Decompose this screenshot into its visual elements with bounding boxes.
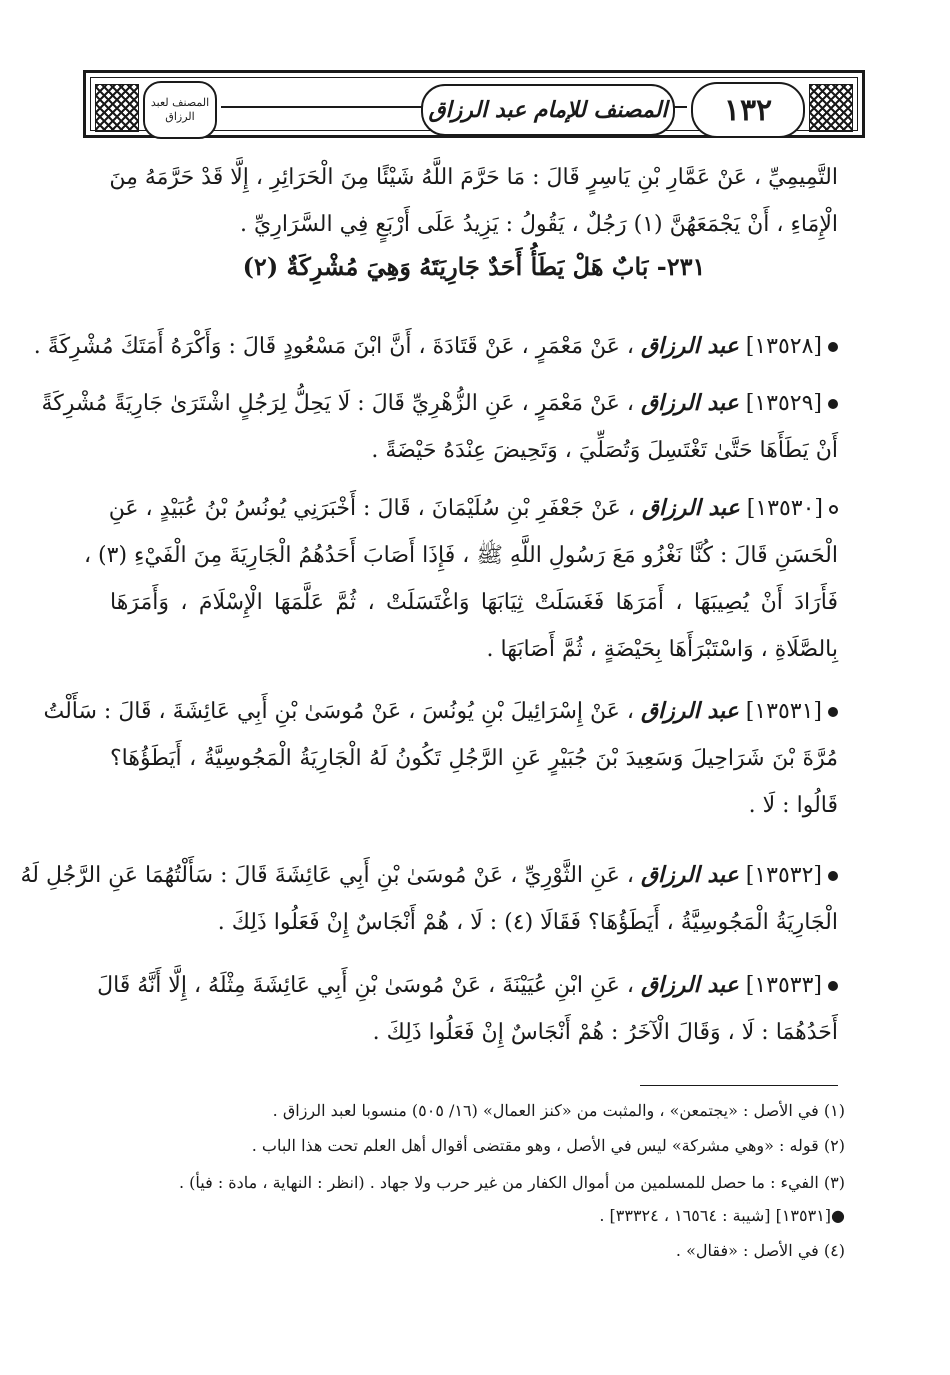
hadith-entry: [20, 852, 838, 946]
page-number: ١٣٢: [691, 82, 805, 138]
header-frame: [90, 77, 858, 131]
entry-line: [110, 485, 838, 532]
entry-line: قَالُوا : لَا .: [748, 793, 838, 818]
intro-line: التَّمِيمِيِّ ، عَنْ عَمَّارِ بْنِ يَاسِرٍ قَالَ : مَا حَرَّمَ اللَّهُ شَيْئًا مِنَ الْحَرَائِرِ ، إِلَّا قَدْ حَرَّمَهُ مِنَ: [109, 165, 838, 190]
book-emblem: المصنف لعبد الرزاق: [143, 81, 217, 139]
ornament-right-icon: [809, 84, 853, 132]
entry-number: [١٣٥٢٨]: [745, 334, 822, 359]
footnote: (٢) قوله : «وهي مشركة» ليس في الأصل ، وهو مقتضى أقوال أهل العلم تحت هذا الباب .: [251, 1136, 845, 1155]
entry-bullet-icon: [828, 342, 838, 352]
footnote: (١) في الأصل : «يجتمعن» ، والمثبت من «كنز العمال» (١٦/ ٥٠٥) منسوبا لعبد الرزاق .: [272, 1101, 845, 1120]
entry-author: عبد الرزاق: [640, 333, 739, 359]
entry-hollow-marker-icon: [829, 505, 838, 514]
hadith-entry: [97, 962, 838, 1056]
entry-line: بِالصَّلَاةِ ، وَاسْتَبْرَأَهَا بِحَيْضَةٍ ، ثُمَّ أَصَابَهَا .: [486, 637, 838, 662]
book-title: المصنف للإمام عبد الرزاق: [421, 84, 675, 136]
entry-text: ، عَنْ إِسْرَائِيلَ بْنِ يُونُسَ ، عَنْ مُوسَىٰ بْنِ أَبِي عَائِشَةَ ، قَالَ : سَأَلْتُ: [43, 699, 634, 724]
entry-bullet-icon: [828, 707, 838, 717]
footnote: ●[١٣٥٣١] [شيبة : ١٦٥٦٤ ، ٣٣٣٢٤] .: [599, 1206, 845, 1225]
entry-bullet-icon: [828, 399, 838, 409]
hadith-entry: [41, 380, 838, 474]
entry-author: عبد الرزاق: [640, 698, 739, 724]
entry-number: [١٣٥٣١]: [745, 699, 822, 724]
entry-line: [33, 323, 838, 370]
hadith-entry: [83, 485, 838, 673]
entry-author: عبد الرزاق: [641, 495, 740, 521]
footnote: (٤) في الأصل : «فقال» .: [675, 1241, 845, 1260]
entry-text: ، عَنِ ابْنِ عُيَيْنَةَ ، عَنْ مُوسَىٰ بْنِ أَبِي عَائِشَةَ مِثْلَهُ ، إِلَّا أَنَّهُ قَالَ: [97, 973, 634, 998]
entry-line: [20, 852, 838, 899]
entry-bullet-icon: [828, 871, 838, 881]
page-header: [83, 70, 865, 138]
entry-line: مُرَّةَ بْنَ شَرَاحِيلَ وَسَعِيدَ بْنَ جُبَيْرٍ عَنِ الرَّجُلِ تَكُونُ لَهُ الْجَارِيَةُ الْمَجُوسِيَّةُ ، أَيَطَؤُهَا؟: [110, 746, 838, 771]
entry-author: عبد الرزاق: [640, 862, 739, 888]
hadith-entry: [43, 688, 838, 829]
entry-line: فَأَرَادَ أَنْ يُصِيبَهَا ، أَمَرَهَا فَغَسَلَتْ ثِيَابَهَا وَاغْتَسَلَتْ ، ثُمَّ عَلَّمَهَا الْإِسْلَامَ ، وَأَمَرَهَا: [110, 590, 838, 615]
entry-line: الْحَسَنِ قَالَ : كُنَّا نَغْزُو مَعَ رَسُولِ اللَّهِ ﷺ ، فَإِذَا أَصَابَ أَحَدُهُمُ الْجَارِيَةَ مِنَ الْفَيْءِ (٣) ،: [83, 543, 838, 568]
intro-line: الْإِمَاءِ ، أَنْ يَجْمَعَهُنَّ (١) رَجُلٌ ، يَقُولُ : يَزِيدُ عَلَى أَرْبَعٍ فِي السَّرَارِيِّ .: [240, 212, 838, 237]
entry-line: الْجَارِيَةُ الْمَجُوسِيَّةُ ، أَيَطَؤُهَا؟ فَقَالَا (٤) : لَا ، هُمْ أَنْجَاسٌ إِنْ فَعَلُوا ذَلِكَ .: [217, 910, 838, 935]
entry-text: ، عَنْ جَعْفَرِ بْنِ سُلَيْمَانَ ، قَالَ : أَخْبَرَنِي يُونُسُ بْنُ عُبَيْدٍ ، عَنِ: [108, 496, 635, 521]
entry-line: [41, 380, 838, 427]
entry-text: ، عَنِ الثَّوْرِيِّ ، عَنْ مُوسَىٰ بْنِ أَبِي عَائِشَةَ قَالَ : سَأَلْتُهُمَا عَنِ الرَّجُلِ لَهُ: [20, 863, 634, 888]
entry-bullet-icon: [828, 981, 838, 991]
entry-author: عبد الرزاق: [640, 390, 739, 416]
entry-number: [١٣٥٣٠]: [746, 496, 823, 521]
entry-line: [97, 962, 838, 1009]
footnote-separator: [640, 1085, 838, 1086]
entry-text: ، عَنْ مَعْمَرٍ ، عَنْ قَتَادَةَ ، أَنَّ ابْنَ مَسْعُودٍ قَالَ : وَأَكْرَهُ أَمَتَكَ مُشْرِكَةً .: [33, 334, 634, 359]
ornament-left-icon: [95, 84, 139, 132]
chapter-title: ٢٣١- بَابٌ هَلْ يَطَأُ أَحَدٌ جَارِيَتَهُ وَهِيَ مُشْرِكَةٌ (٢): [242, 252, 706, 281]
entry-number: [١٣٥٣٣]: [745, 973, 822, 998]
footnote: (٣) الفيء : ما حصل للمسلمين من أموال الكفار من غير حرب ولا جهاد . (انظر : النهاية ، مادة : فيأ) .: [178, 1173, 845, 1192]
entry-author: عبد الرزاق: [640, 972, 739, 998]
entry-number: [١٣٥٣٢]: [745, 863, 822, 888]
intro-paragraph: [110, 154, 838, 248]
hadith-entry: [33, 323, 838, 370]
entry-line: أَنْ يَطَأَهَا حَتَّىٰ تَغْتَسِلَ وَتُصَلِّيَ ، وَتَحِيضَ عِنْدَهُ حَيْضَةً .: [371, 438, 838, 463]
entry-number: [١٣٥٢٩]: [745, 391, 822, 416]
entry-line: أَحَدُهُمَا : لَا ، وَقَالَ الْآخَرُ : هُمْ أَنْجَاسٌ إِنْ فَعَلُوا ذَلِكَ .: [372, 1020, 838, 1045]
entry-line: [43, 688, 838, 735]
entry-text: ، عَنْ مَعْمَرٍ ، عَنِ الزُّهْرِيِّ قَالَ : لَا يَحِلُّ لِرَجُلٍ اشْتَرَىٰ جَارِيَةً مُشْرِكَةً: [41, 391, 634, 416]
